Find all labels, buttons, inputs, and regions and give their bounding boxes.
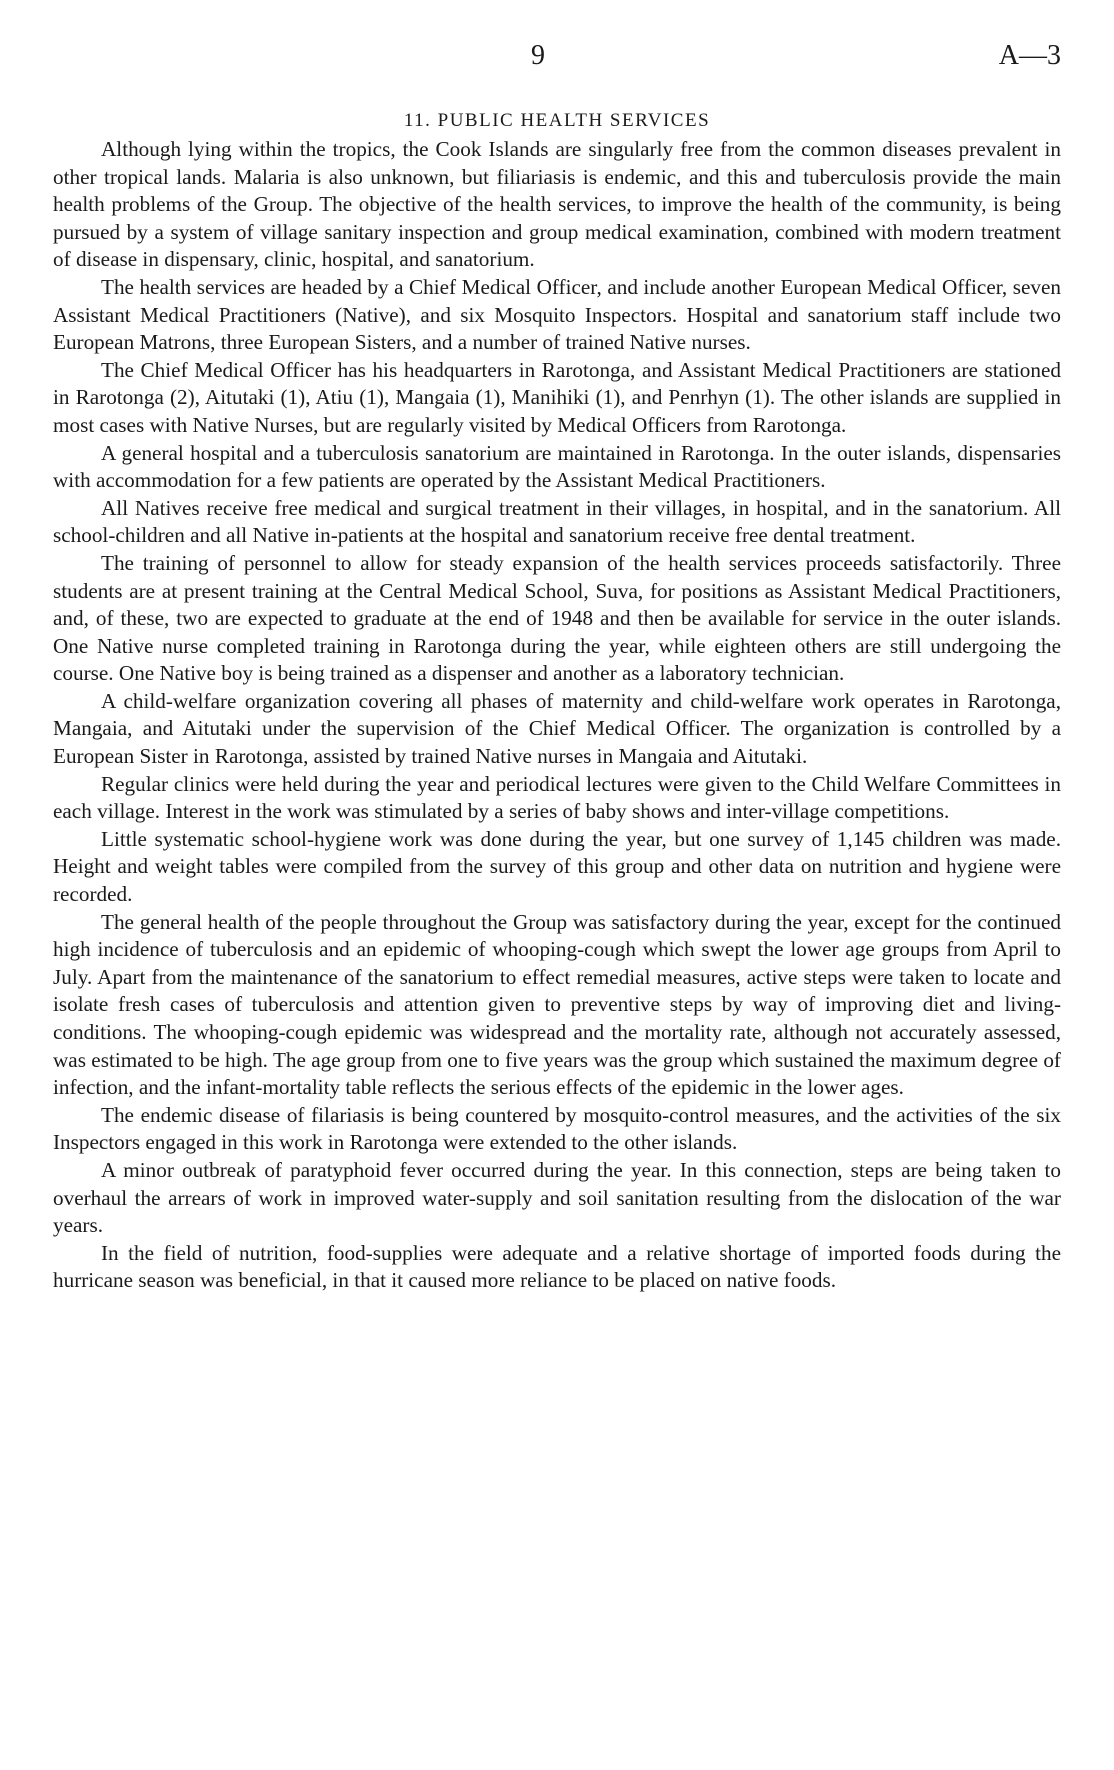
paragraph: Little systematic school-hygiene work was done during the year, but one survey of 1,145 children was made. Height and weight tables were compiled from the survey of this group and other data on nutrition and hygiene were recorded. (53, 826, 1061, 907)
paragraph: A child-welfare organization covering all phases of maternity and child-welfare work operates in Rarotonga, Mangaia, and Aitutaki under the supervision of the Chief Medical Officer. The organization is controlled by a European Sister in Rarotonga, assisted by trained Native nurses in Mangaia and Aitutaki. (53, 688, 1061, 769)
paragraph: The general health of the people throughout the Group was satisfactory during the year, except for the continued high incidence of tuberculosis and an epidemic of whooping-cough which swept the lower age groups from April to July. Apart from the maintenance of the sanatorium to effect remedial measures, active steps were taken to locate and isolate fresh cases of tuberculosis and attention given to preventive steps by way of improving diet and living-conditions. The whooping-cough epidemic was widespread and the mortality rate, although not accurately assessed, was estimated to be high. The age group from one to five years was the group which sustained the maximum degree of infection, and the infant-mortality table reflects the serious effects of the epidemic in the lower ages. (53, 909, 1061, 1100)
paragraph: In the field of nutrition, food-supplies were adequate and a relative shortage of imported foods during the hurricane season was beneficial, in that it caused more reliance to be placed on native foods. (53, 1240, 1061, 1293)
document-page (53, 40, 1061, 1295)
paragraph: The Chief Medical Officer has his headquarters in Rarotonga, and Assistant Medical Practitioners are stationed in Rarotonga (2), Aitutaki (1), Atiu (1), Mangaia (1), Manihiki (1), and Penrhyn (1). The other islands are supplied in most cases with Native Nurses, but are regularly visited by Medical Officers from Rarotonga. (53, 357, 1061, 437)
paragraph: A minor outbreak of paratyphoid fever occurred during the year. In this connection, steps are being taken to overhaul the arrears of work in improved water-supply and soil sanitation resulting from the dislocation of the war years. (53, 1157, 1061, 1238)
paragraph: A general hospital and a tuberculosis sanatorium are maintained in Rarotonga. In the outer islands, dispensaries with accommodation for a few patients are operated by the Assistant Medical Practitioners. (53, 440, 1061, 493)
page-number: 9 (531, 40, 545, 71)
page-header (53, 40, 1061, 76)
paragraph: Regular clinics were held during the year and periodical lectures were given to the Child Welfare Committees in each village. Interest in the work was stimulated by a series of baby shows and inter-village competitions. (53, 771, 1061, 824)
paragraph: Although lying within the tropics, the Cook Islands are singularly free from the common diseases prevalent in other tropical lands. Malaria is also unknown, but filiariasis is endemic, and this and tuberculosis provide the main health problems of the Group. The objective of the health services, to improve the health of the community, is being pursued by a system of village sanitary inspection and group medical examination, combined with modern treatment of disease in dispensary, clinic, hospital, and sanatorium. (53, 137, 1061, 272)
paragraph: The health services are headed by a Chief Medical Officer, and include another European Medical Officer, seven Assistant Medical Practitioners (Native), and six Mosquito Inspectors. Hospital and sanatorium staff include two European Matrons, three European Sisters, and a number of trained Native nurses. (53, 274, 1061, 355)
paragraph: All Natives receive free medical and surgical treatment in their villages, in hospital, and in the sanatorium. All school-children and all Native in-patients at the hospital and sanatorium receive free dental treatment. (53, 495, 1061, 548)
paragraph: The training of personnel to allow for steady expansion of the health services proceeds satisfactorily. Three students are at present training at the Central Medical School, Suva, for positions as Assistant Medical Practitioners, and, of these, two are expected to graduate at the end of 1948 and then be available for service in the outer islands. One Native nurse completed training in Rarotonga during the year, while eighteen others are still undergoing the course. One Native boy is being trained as a dispenser and another as a laboratory technician. (53, 550, 1061, 686)
paragraph: The endemic disease of filariasis is being countered by mosquito-control measures, and the activities of the six Inspectors engaged in this work in Rarotonga were extended to the other islands. (53, 1102, 1061, 1155)
document-reference: A—3 (998, 40, 1061, 71)
section-heading: 11. PUBLIC HEALTH SERVICES (403, 110, 711, 131)
body-text (53, 136, 1061, 1295)
